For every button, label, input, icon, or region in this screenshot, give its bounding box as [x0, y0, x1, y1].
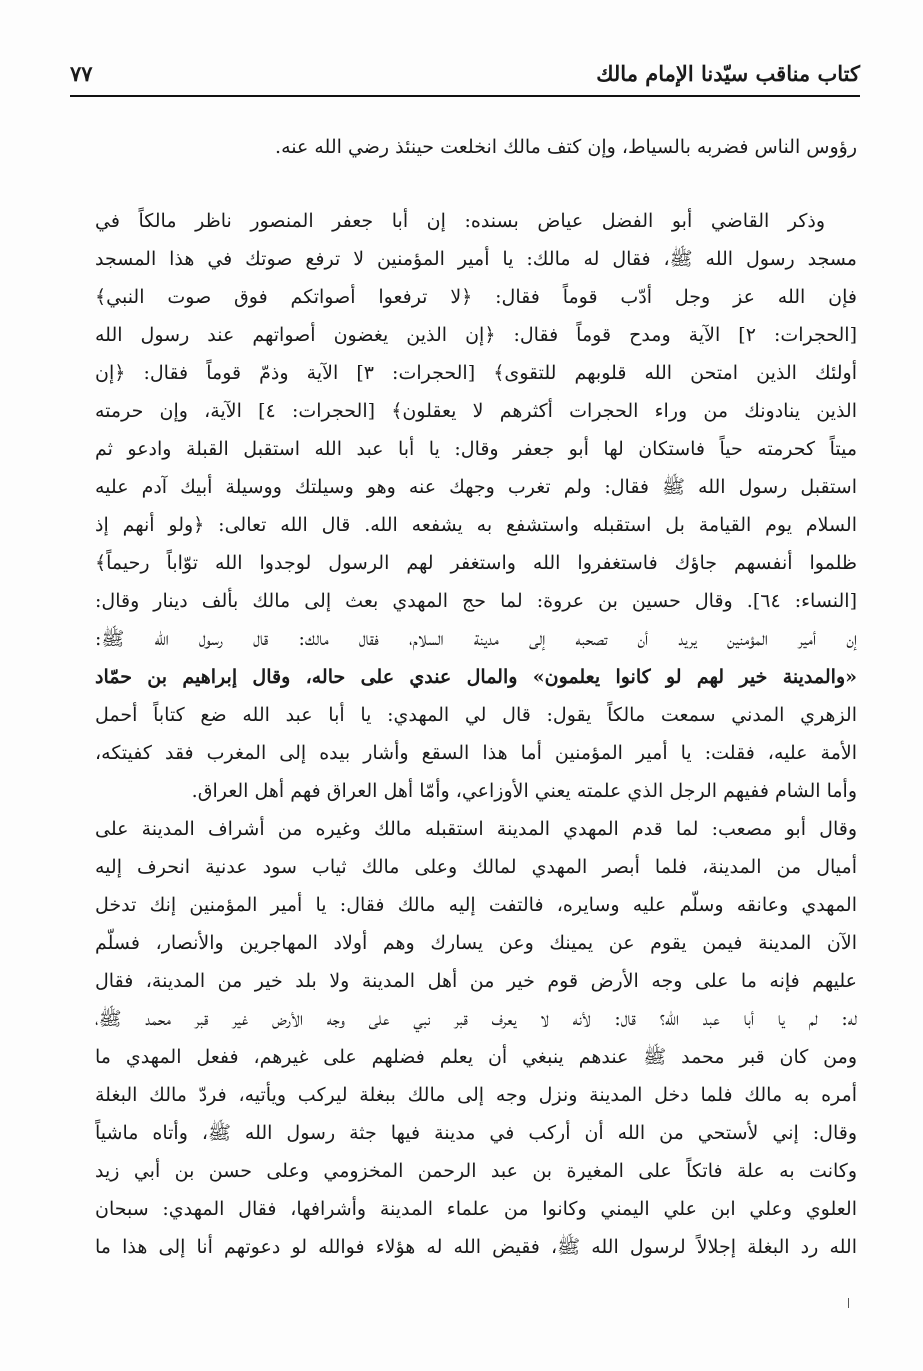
- page-number: ٧٧: [70, 61, 93, 86]
- text-line: إن أمير المؤمنين يريد أن تصحبه إلى مدينة السلام، فقال مالك: قال رسول الله ﷺ:: [95, 628, 857, 650]
- text-line: السلام يوم القيامة بل استقبله واستشفع به يشفعه الله. قال الله تعالى: ﴿ولو أنهم إذ: [95, 514, 857, 536]
- text-line: أميال من المدينة، فلما أبصر المهدي لمالك وعلى مالك ثياب سود عدنية انحرف إليه: [95, 856, 857, 878]
- text-line: فإن الله عز وجل أدّب قوماً فقال: ﴿لا ترفعوا أصواتكم فوق صوت النبي﴾: [95, 286, 857, 308]
- text-line: وأما الشام ففيهم الرجل الذي علمته يعني الأوزاعي، وأمّا أهل العراق فهم أهل العراق.: [191, 780, 857, 802]
- text-line: أمره به مالك فلما دخل المدينة ونزل وجه إلى مالك ببغلة ليركب ويأتيه، فردّ مالك البغلة: [95, 1084, 857, 1106]
- text-line: أولئك الذين امتحن الله قلوبهم للتقوى﴾ [الحجرات: ٣] الآية وذمّ قوماً فقال: ﴿إن: [95, 362, 857, 384]
- text-line: الزهري المدني سمعت مالكاً يقول: قال لي المهدي: يا أبا عبد الله ضع كتاباً أحمل: [95, 704, 857, 726]
- text-line: وكانت به علة فاتكاً على المغيرة بن عبد الرحمن المخزومي وعلى حسن بن أبي زيد: [95, 1160, 857, 1182]
- text-line: استقبل رسول الله ﷺ فقال: ولم تغرب وجهك عنه وهو وسيلتك ووسيلة أبيك آدم عليه: [95, 476, 857, 498]
- text-line: عليهم فإنه ما على وجه الأرض قوم خير من أهل المدينة ولا بلد خير من المدينة، فقال: [95, 970, 857, 992]
- text-line: رؤوس الناس فضربه بالسياط، وإن كتف مالك انخلعت حينئذ رضي الله عنه.: [275, 136, 857, 158]
- running-header: [70, 58, 860, 92]
- text-line: له: لم يا أبا عبد الله؟ قال: لأنه لا يعرف قبر نبي على وجه الأرض غير قبر محمد ﷺ،: [95, 1008, 857, 1030]
- text-line: العلوي وعلي ابن علي اليمني وكانوا من علماء المدينة وأشرافها، فقال المهدي: سبحان: [95, 1198, 857, 1220]
- text-line: الذين ينادونك من وراء الحجرات أكثرهم لا يعقلون﴾ [الحجرات: ٤] الآية، وإن حرمته: [95, 400, 857, 422]
- text-line: وقال أبو مصعب: لما قدم المهدي المدينة استقبله مالك وغيره من أشراف المدينة على: [95, 818, 857, 840]
- book-title: كتاب مناقب سيّدنا الإمام مالك: [596, 61, 860, 86]
- text-line: المهدي وعانقه وسلّم عليه وسايره، فالتفت إليه مالك فقال: يا أمير المؤمنين إنك تدخل: [95, 894, 857, 916]
- scan-mark: [848, 1298, 849, 1308]
- text-line: «والمدينة خير لهم لو كانوا يعلمون» والمال عندي على حاله، وقال إبراهيم بن حمّاد: [95, 666, 857, 688]
- text-line: وذكر القاضي أبو الفضل عياض بسنده: إن أبا جعفر المنصور ناظر مالكاً في: [95, 210, 825, 232]
- text-line: ومن كان قبر محمد ﷺ عندهم ينبغي أن يعلم فضلهم على غيرهم، ففعل المهدي ما: [95, 1046, 857, 1068]
- text-line: ميتاً كحرمته حياً فاستكان لها أبو جعفر وقال: يا أبا عبد الله استقبل القبلة وادعو ثم: [95, 438, 857, 460]
- text-line: الأمة عليه، فقلت: يا أمير المؤمنين أما هذا السقع وأشار بيده إلى المغرب فقد كفيتكه،: [95, 742, 857, 764]
- text-line: الآن المدينة فيمن يقوم عن يمينك وعن يسارك وهم أولاد المهاجرين والأنصار، فسلّم: [95, 932, 857, 954]
- header-rule: [70, 95, 860, 97]
- text-line: وقال: إني لأستحي من الله أن أركب في مدينة فيها جثة رسول الله ﷺ، وأتاه ماشياً: [95, 1122, 857, 1144]
- text-line: ظلموا أنفسهم جاؤك فاستغفروا الله واستغفر لهم الرسول لوجدوا الله توّاباً رحيماً﴾: [95, 552, 857, 574]
- text-line: مسجد رسول الله ﷺ، فقال له مالك: يا أمير المؤمنين لا ترفع صوتك في هذا المسجد: [95, 248, 857, 270]
- text-line: [النساء: ٦٤]. وقال حسين بن عروة: لما حج المهدي بعث إلى مالك بألف دينار وقال:: [95, 590, 857, 612]
- text-line: [الحجرات: ٢] الآية ومدح قوماً فقال: ﴿إن الذين يغضون أصواتهم عند رسول الله: [95, 324, 857, 346]
- text-line: الله رد البغلة إجلالاً لرسول الله ﷺ، فقيض الله له هؤلاء فوالله لو دعوتهم أنا إلى هذا ما: [95, 1236, 857, 1258]
